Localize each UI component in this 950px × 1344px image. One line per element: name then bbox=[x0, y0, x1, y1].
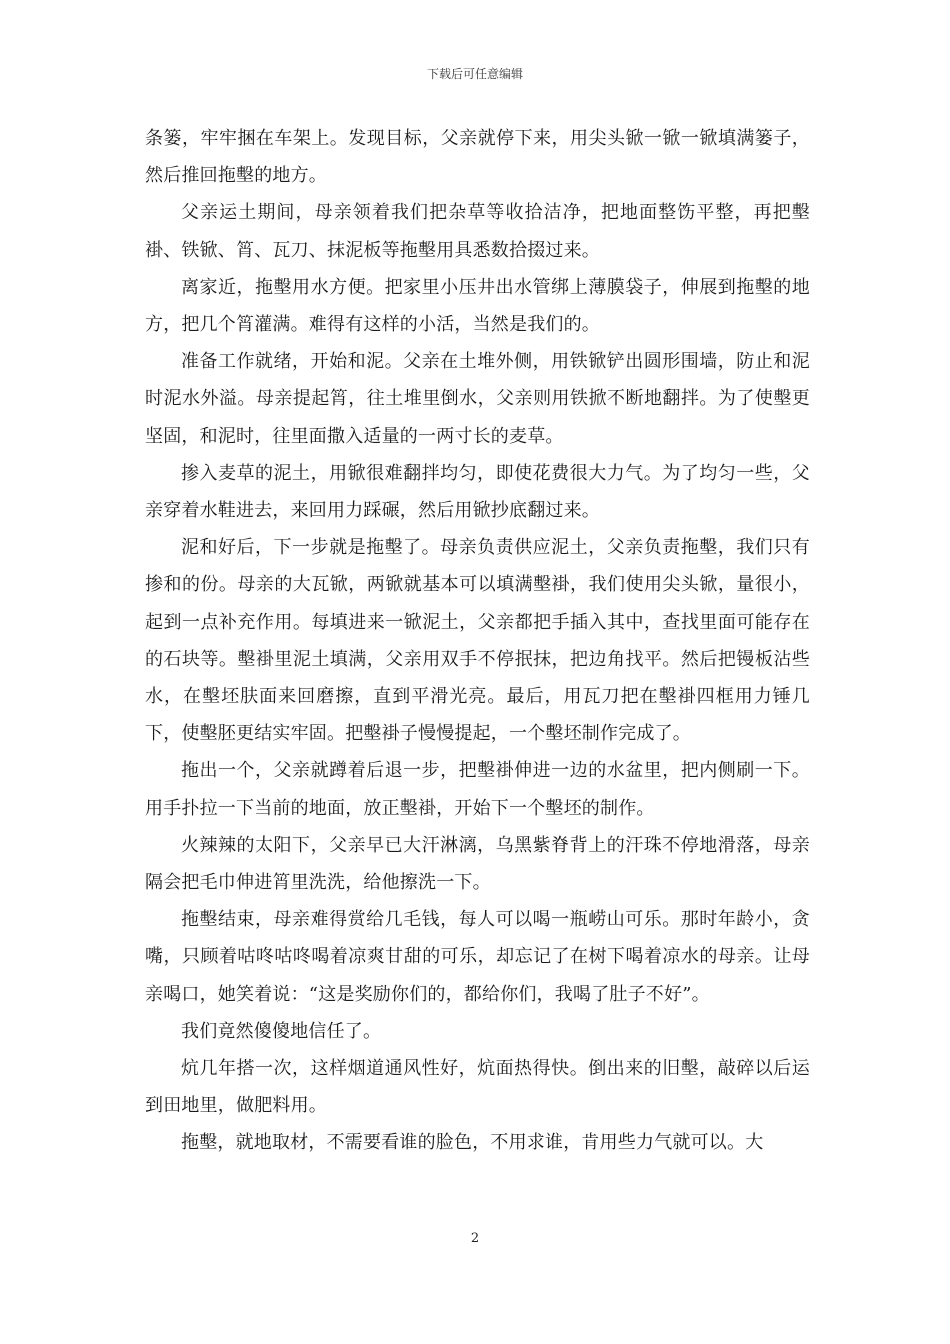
paragraph: 拖墼结束，母亲难得赏给几毛钱，每人可以喝一瓶崂山可乐。那时年龄小，贪嘴，只顾着咕咚咕咚喝着凉爽甘甜的可乐，却忘记了在树下喝着凉水的母亲。让母亲喝口，她笑着说：“这是奖励你们的，都给你们，我喝了肚子不好”。 bbox=[145, 909, 810, 1005]
paragraph: 掺入麦草的泥土，用锨很难翻拌均匀，即使花费很大力气。为了均匀一些，父亲穿着水鞋进去，来回用力踩碾，然后用锨抄底翻过来。 bbox=[145, 462, 810, 522]
paragraph: 拖出一个，父亲就蹲着后退一步，把墼褂伸进一边的水盆里，把内侧刷一下。用手扑拉一下当前的地面，放正墼褂，开始下一个墼坯的制作。 bbox=[145, 760, 810, 819]
paragraph: 父亲运土期间，母亲领着我们把杂草等收拾洁净，把地面整饬平整，再把墼褂、铁锨、筲、瓦刀、抹泥板等拖墼用具悉数拾掇过来。 bbox=[145, 202, 810, 261]
paragraph: 炕几年搭一次，这样烟道通风性好，炕面热得快。倒出来的旧墼，敲碎以后运到田地里，做肥料用。 bbox=[145, 1058, 810, 1117]
paragraph: 准备工作就绪，开始和泥。父亲在土堆外侧，用铁锨铲出圆形围墙，防止和泥时泥水外溢。母亲提起筲，往土堆里倒水，父亲则用铁掀不断地翻拌。为了使墼更坚固，和泥时，往里面撒入适量的一两寸长的麦草。 bbox=[145, 351, 810, 447]
paragraph: 我们竟然傻傻地信任了。 bbox=[181, 1020, 382, 1042]
document-body bbox=[145, 120, 810, 1162]
paragraph: 泥和好后，下一步就是拖墼了。母亲负责供应泥土，父亲负责拖墼，我们只有掺和的份。母亲的大瓦锨，两锨就基本可以填满墼褂，我们使用尖头锨，量很小，起到一点补充作用。每填进来一锨泥土，父亲都把手插入其中，查找里面可能存在的石块等。墼褂里泥土填满，父亲用双手不停抿抹，把边角找平。然后把镘板沾些水，在墼坯肤面来回磨擦，直到平滑光亮。最后，用瓦刀把在墼褂四框用力锤几下，使墼胚更结实牢固。把墼褂子慢慢提起，一个墼坯制作完成了。 bbox=[145, 537, 810, 745]
paragraph: 拖墼，就地取材，不需要看谁的脸色，不用求谁，肯用些力气就可以。大 bbox=[181, 1132, 764, 1154]
page-header: 下载后可任意编辑 bbox=[426, 67, 523, 81]
paragraph: 火辣辣的太阳下，父亲早已大汗淋漓，乌黑紫脊背上的汗珠不停地滑落，母亲隔会把毛巾伸进筲里洗洗，给他擦洗一下。 bbox=[145, 834, 810, 894]
page-number: 2 bbox=[470, 1231, 480, 1246]
paragraph: 离家近，拖墼用水方便。把家里小压井出水管绑上薄膜袋子，伸展到拖墼的地方，把几个筲灌满。难得有这样的小活，当然是我们的。 bbox=[145, 276, 810, 336]
paragraph: 条篓，牢牢捆在车架上。发现目标，父亲就停下来，用尖头锨一锨一锨填满篓子，然后推回拖墼的地方。 bbox=[145, 128, 810, 187]
